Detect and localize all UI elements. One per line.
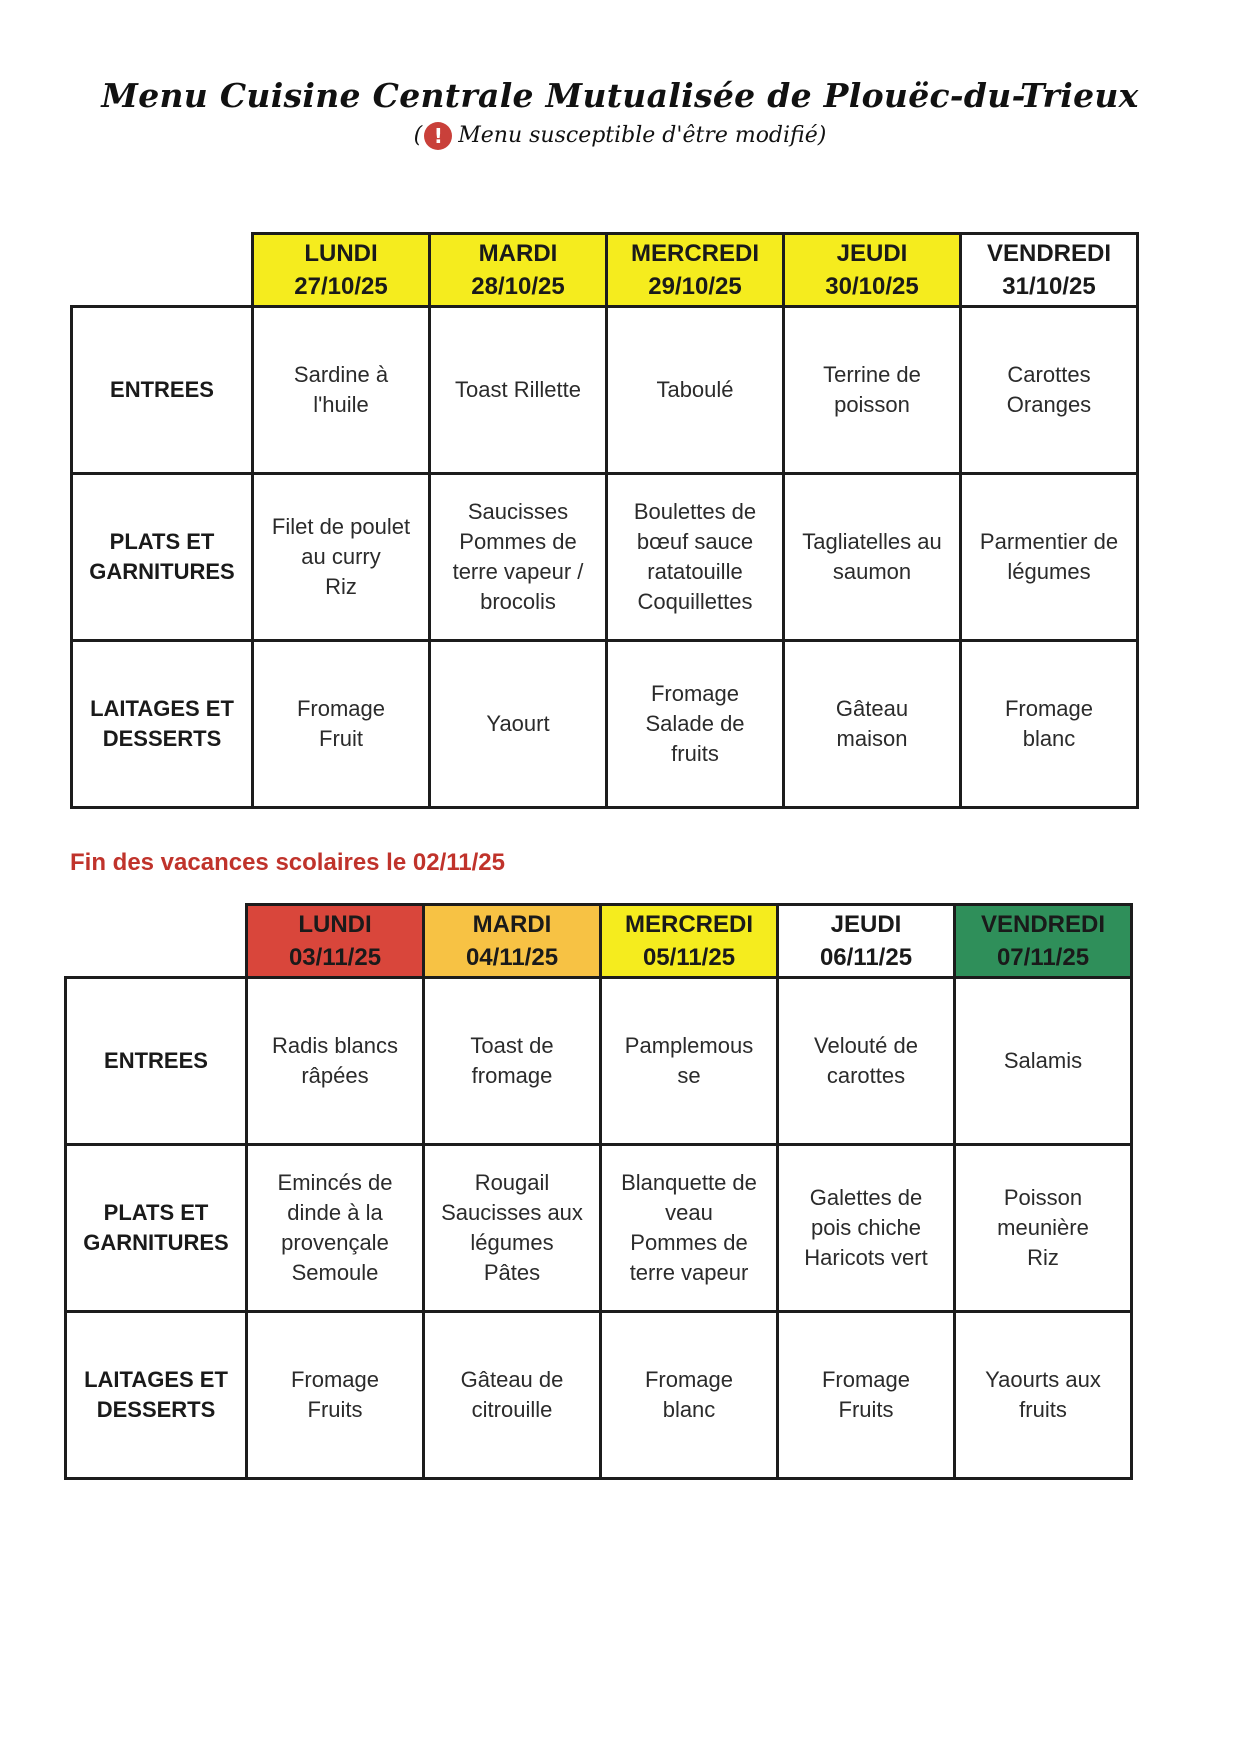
day-header-lundi [253,234,430,307]
day-name: MERCREDI [630,240,759,267]
menu-cell: Gâteau maison [784,641,961,808]
menu-cell: Velouté de carottes [778,978,955,1145]
day-date: 06/11/25 [819,944,913,971]
menu-cell: Fromage Fruit [253,641,430,808]
day-date: 29/10/25 [648,273,742,300]
day-date: 04/11/25 [465,944,559,971]
menu-cell: Tagliatelles au saumon [784,474,961,641]
day-name: JEUDI [830,911,902,938]
row-label-entrees: ENTREES [72,307,253,474]
header-row [66,905,1132,978]
menu-cell: Fromage Salade de fruits [607,641,784,808]
day-name: VENDREDI [986,240,1112,267]
menu-cell: Toast de fromage [424,978,601,1145]
menu-cell: Toast Rillette [430,307,607,474]
day-header-mardi [424,905,601,978]
day-date: 03/11/25 [288,944,382,971]
row-entrees [66,978,1132,1145]
day-name: MARDI [472,911,552,938]
header-row [72,234,1138,307]
row-label-plats: PLATS ET GARNITURES [66,1145,247,1312]
menu-cell: Poisson meunière Riz [955,1145,1132,1312]
day-date: 31/10/25 [1002,273,1096,300]
day-name: LUNDI [304,240,378,267]
day-header-mardi [430,234,607,307]
row-plats [72,474,1138,641]
day-date: 07/11/25 [996,944,1090,971]
menu-cell: Saucisses Pommes de terre vapeur / brocolis [430,474,607,641]
day-name: JEUDI [836,240,908,267]
subtitle [0,122,1240,150]
menu-cell: Terrine de poisson [784,307,961,474]
menu-cell: Sardine à l'huile [253,307,430,474]
day-name: LUNDI [298,911,372,938]
menu-cell: Taboulé [607,307,784,474]
menu-cell: Fromage Fruits [778,1312,955,1479]
row-label-desserts: LAITAGES ET DESSERTS [66,1312,247,1479]
school-holidays-notice: Fin des vacances scolaires le 02/11/25 [70,849,505,876]
menu-cell: Emincés de dinde à la provençale Semoule [247,1145,424,1312]
menu-cell: Salamis [955,978,1132,1145]
day-date: 27/10/25 [294,273,388,300]
day-header-lundi [247,905,424,978]
day-header-jeudi [784,234,961,307]
row-desserts [66,1312,1132,1479]
row-label-plats: PLATS ET GARNITURES [72,474,253,641]
menu-cell: Fromage Fruits [247,1312,424,1479]
menu-table-week-2 [64,903,1133,1480]
menu-cell: Fromage blanc [601,1312,778,1479]
menu-cell: Rougail Saucisses aux légumes Pâtes [424,1145,601,1312]
day-name: MARDI [478,240,558,267]
day-name: VENDREDI [980,911,1106,938]
day-date: 30/10/25 [825,273,919,300]
corner-cell [72,234,253,307]
menu-cell: Gâteau de citrouille [424,1312,601,1479]
menu-cell: Galettes de pois chiche Haricots vert [778,1145,955,1312]
day-header-mercredi [601,905,778,978]
menu-cell: Parmentier de légumes [961,474,1138,641]
menu-cell: Carottes Oranges [961,307,1138,474]
day-header-vendredi [961,234,1138,307]
row-entrees [72,307,1138,474]
day-header-vendredi [955,905,1132,978]
menu-cell: Boulettes de bœuf sauce ratatouille Coquillettes [607,474,784,641]
row-label-entrees: ENTREES [66,978,247,1145]
day-date: 28/10/25 [471,273,565,300]
corner-cell [66,905,247,978]
day-header-mercredi [607,234,784,307]
menu-cell: Filet de poulet au curry Riz [253,474,430,641]
menu-cell: Yaourt [430,641,607,808]
menu-cell: Pamplemous se [601,978,778,1145]
page-title: Menu Cuisine Centrale Mutualisée de Plouëc-du-Trieux [101,76,1139,115]
row-label-desserts: LAITAGES ET DESSERTS [72,641,253,808]
day-name: MERCREDI [624,911,753,938]
menu-table-week-1 [70,232,1139,809]
menu-cell: Blanquette de veau Pommes de terre vapeur [601,1145,778,1312]
day-header-jeudi [778,905,955,978]
exclamation-icon: ! [424,122,452,150]
menu-cell: Yaourts aux fruits [955,1312,1132,1479]
menu-cell: Radis blancs râpées [247,978,424,1145]
menu-cell: Fromage blanc [961,641,1138,808]
row-plats [66,1145,1132,1312]
subtitle-text: Menu susceptible d'être modifié) [458,123,827,148]
row-desserts [72,641,1138,808]
subtitle-open-paren: ( [413,123,423,148]
day-date: 05/11/25 [642,944,736,971]
